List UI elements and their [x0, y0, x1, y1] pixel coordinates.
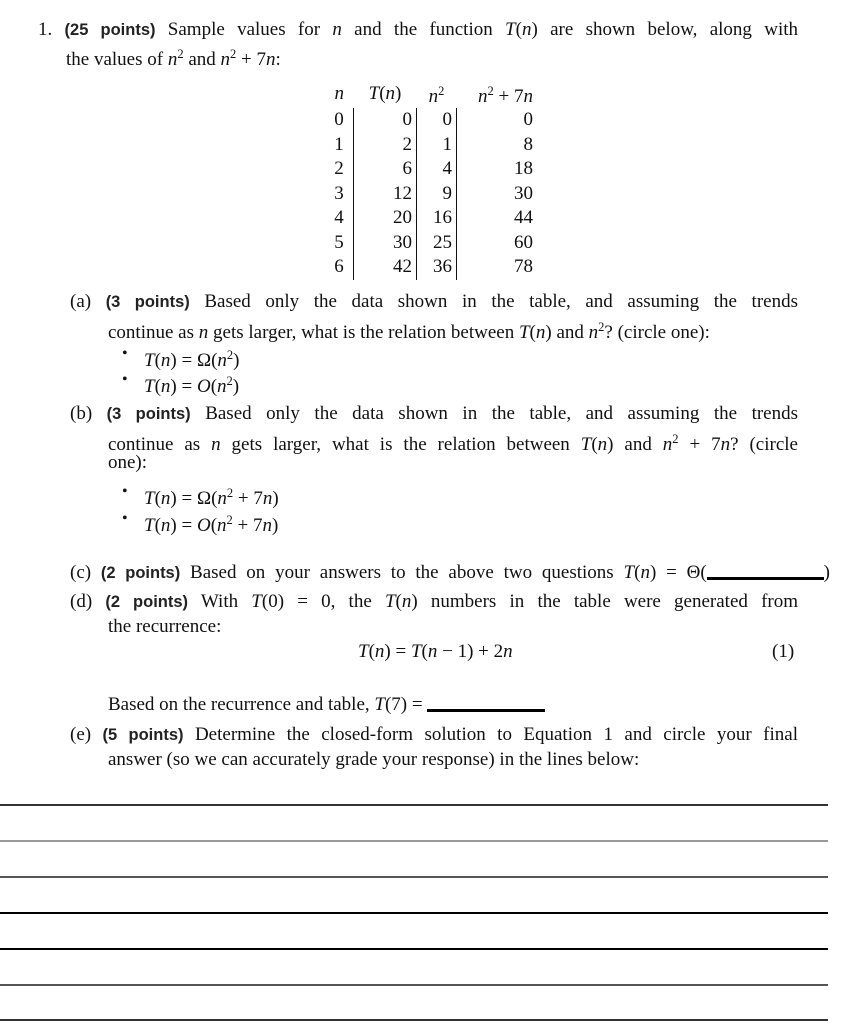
text-segment: 1. — [38, 19, 65, 40]
table-cell: 0 — [417, 108, 457, 133]
text-segment: n — [167, 49, 178, 70]
text-segment: (2 points) — [105, 593, 189, 611]
answer-line[interactable] — [0, 912, 828, 914]
text-segment: ( — [210, 515, 218, 536]
text-segment: ) and — [607, 434, 663, 455]
table-cell: 0 — [523, 109, 533, 131]
text-segment: T — [368, 83, 380, 104]
text-segment: (2 points) — [100, 564, 181, 582]
answer-blank[interactable] — [707, 577, 824, 580]
table-cell: 78 — [514, 256, 533, 278]
part-b-line-2 — [108, 427, 798, 457]
text-segment: (a) — [70, 291, 106, 312]
part-e-line-2 — [108, 748, 639, 772]
part-b-option-big-o — [144, 508, 278, 538]
text-segment: (3 points) — [105, 293, 190, 311]
text-segment: n — [265, 49, 276, 70]
text-segment: ) = — [384, 641, 411, 662]
text-segment: ( — [395, 591, 402, 612]
part-a-line-2 — [108, 315, 710, 345]
table-cell: 6 — [354, 157, 417, 182]
text-segment: ) numbers in the table were generated from — [411, 591, 799, 612]
text-segment: n — [160, 515, 171, 536]
bullet: • — [122, 510, 128, 527]
text-segment: n — [385, 83, 396, 104]
bullet: • — [122, 345, 128, 362]
text-segment: n — [262, 488, 273, 509]
text-segment: n — [198, 322, 209, 343]
text-segment: n — [427, 641, 438, 662]
text-segment: n — [478, 86, 488, 107]
text-segment: + 7 — [236, 49, 266, 70]
header-tn — [354, 80, 417, 108]
text-segment: n — [597, 434, 608, 455]
table-row — [325, 206, 537, 231]
text-segment: n — [521, 19, 532, 40]
text-segment: T — [144, 515, 155, 536]
text-segment: (0) = 0, the — [261, 591, 385, 612]
text-segment: With — [188, 591, 252, 612]
text-segment: 2 — [226, 374, 233, 388]
answer-line[interactable] — [0, 1019, 828, 1021]
text-segment: n — [374, 641, 385, 662]
text-segment: 2 — [487, 84, 494, 98]
bullet: • — [122, 371, 128, 388]
recurrence-equation — [358, 640, 513, 664]
text-segment: answer (so we can accurately grade your response) in the lines below: — [108, 749, 640, 770]
text-segment: Determine the closed-form solution to Equation 1 and circle your final — [183, 724, 798, 745]
text-segment: ( — [154, 515, 161, 536]
text-segment: ( — [379, 83, 386, 104]
text-segment: + 7 — [678, 434, 721, 455]
text-segment: 2 — [177, 47, 184, 61]
part-d-line-2 — [108, 615, 221, 639]
part-c-line — [70, 561, 830, 585]
text-segment: T — [410, 641, 422, 662]
text-segment: ) — [271, 515, 279, 536]
text-segment: (1) — [772, 641, 795, 662]
text-segment: 2 — [598, 320, 605, 334]
table-cell: 30 — [514, 182, 533, 204]
text-segment: T — [623, 562, 635, 583]
text-segment: ) = Θ( — [649, 562, 707, 583]
text-segment: ? (circle one): — [604, 322, 710, 343]
text-segment: n — [523, 86, 533, 107]
text-segment: T — [518, 322, 530, 343]
text-segment: n — [262, 515, 272, 536]
part-a-line-1 — [70, 290, 798, 314]
answer-line[interactable] — [0, 876, 828, 878]
table-cell: 12 — [354, 182, 417, 207]
text-segment: 2 — [226, 513, 233, 527]
text-segment: ) = Ω( — [170, 350, 218, 371]
text-segment: n — [217, 350, 227, 371]
text-segment: ) — [233, 350, 240, 371]
part-d-line-1 — [70, 590, 798, 614]
question-intro-line-1 — [38, 18, 798, 42]
text-segment: (d) — [70, 591, 106, 612]
part-e-line-1 — [70, 723, 798, 747]
table-row — [325, 255, 537, 280]
text-segment: 2 — [230, 47, 237, 61]
text-segment: (b) — [70, 403, 107, 424]
table-row — [325, 182, 537, 207]
table-cell: 18 — [514, 158, 533, 180]
text-segment: n — [334, 83, 344, 104]
table-cell: 8 — [523, 133, 533, 155]
text-segment: ( — [154, 488, 161, 509]
table-cell: 42 — [354, 255, 417, 280]
text-segment: (25 points) — [64, 21, 156, 39]
part-b-option-omega — [144, 481, 279, 511]
table-cell: 20 — [354, 206, 417, 231]
text-segment: n — [662, 434, 673, 455]
part-b-line-3 — [108, 451, 147, 475]
table-cell: 2 — [354, 133, 417, 158]
text-segment: : — [275, 49, 281, 70]
text-segment: n — [535, 322, 546, 343]
text-segment: Based on the recurrence and table, — [108, 694, 375, 715]
text-segment: ) — [823, 562, 830, 583]
text-segment: the values of — [66, 49, 168, 70]
text-segment: ( — [591, 434, 598, 455]
text-segment: n — [503, 641, 513, 662]
answer-line[interactable] — [0, 840, 828, 842]
text-segment: 2 — [226, 348, 234, 362]
text-segment: 2 — [438, 84, 445, 98]
answer-line[interactable] — [0, 804, 828, 806]
text-segment: ) and — [545, 322, 589, 343]
text-segment: ) = — [170, 376, 197, 397]
part-b-line-1 — [70, 402, 798, 426]
text-segment: n — [401, 591, 412, 612]
text-segment: n — [211, 434, 221, 455]
text-segment: (5 points) — [102, 726, 184, 744]
table-row — [325, 133, 537, 158]
text-segment: Sample values for — [155, 19, 333, 40]
text-segment: continue as — [108, 322, 199, 343]
text-segment: n — [217, 376, 227, 397]
table-cell: 30 — [354, 231, 417, 256]
text-segment: ( — [634, 562, 641, 583]
text-segment: n — [160, 376, 171, 397]
text-segment: T — [144, 350, 155, 371]
text-segment: T — [251, 591, 262, 612]
text-segment: ) — [232, 376, 240, 397]
table-cell: 6 — [325, 255, 354, 280]
table-cell: 0 — [354, 108, 417, 133]
text-segment: T — [144, 376, 155, 397]
table-cell: 2 — [325, 157, 354, 182]
text-segment: and the function — [341, 19, 506, 40]
text-segment: − 1) + 2 — [437, 641, 504, 662]
text-segment: T — [580, 434, 592, 455]
table-row — [325, 157, 537, 182]
answer-blank[interactable] — [427, 709, 545, 712]
part-d-answer-line — [108, 693, 545, 717]
text-segment: n — [217, 515, 227, 536]
text-segment: + 7 — [232, 515, 263, 536]
text-segment: (e) — [70, 724, 103, 745]
question-intro-line-2 — [66, 42, 281, 72]
text-segment: n — [428, 86, 439, 107]
text-segment: (3 points) — [106, 405, 191, 423]
table-header-row — [325, 80, 537, 108]
text-segment: ) — [395, 83, 402, 104]
header-n — [325, 80, 354, 108]
text-segment: ( — [421, 641, 428, 662]
text-segment: n — [160, 350, 171, 371]
text-segment: ( — [515, 19, 522, 40]
text-segment: n — [720, 434, 731, 455]
text-segment: n — [640, 562, 650, 583]
text-segment: ( — [210, 376, 218, 397]
text-segment: ( — [154, 350, 161, 371]
text-segment: ( — [368, 641, 375, 662]
text-segment: and — [183, 49, 221, 70]
text-segment: + 7 — [493, 86, 524, 107]
text-segment: + 7 — [233, 488, 263, 509]
text-segment: n — [160, 488, 171, 509]
table-cell: 9 — [417, 182, 457, 207]
table-cell: 1 — [325, 133, 354, 158]
text-segment: n — [332, 19, 342, 40]
header-n-squared-plus-7n — [457, 80, 538, 108]
table-cell: 4 — [325, 206, 354, 231]
text-segment: n — [217, 488, 227, 509]
text-segment: 2 — [226, 486, 234, 500]
table-cell: 5 — [325, 231, 354, 256]
table-cell: 1 — [417, 133, 457, 158]
part-a-option-big-o — [144, 369, 239, 399]
table-cell: 3 — [325, 182, 354, 207]
text-segment: gets larger, what is the relation between — [220, 434, 581, 455]
text-segment: T — [358, 641, 369, 662]
text-segment: the recurrence: — [108, 616, 222, 637]
text-segment: Based on your answers to the above two questions — [180, 562, 624, 583]
table-cell: 0 — [325, 108, 354, 133]
header-n-squared — [417, 80, 457, 108]
text-segment: T — [384, 591, 396, 612]
text-segment: (7) = — [384, 694, 423, 715]
table-cell: 16 — [417, 206, 457, 231]
text-segment: ( — [529, 322, 536, 343]
text-segment: continue as — [108, 434, 212, 455]
text-segment: T — [505, 19, 516, 40]
table-cell: 60 — [514, 231, 533, 253]
text-segment: gets larger, what is the relation between — [208, 322, 519, 343]
text-segment: O — [196, 376, 211, 397]
answer-line[interactable] — [0, 948, 828, 950]
table-row — [325, 108, 537, 133]
text-segment: one): — [108, 452, 148, 473]
text-segment: ( — [154, 376, 161, 397]
text-segment: Based only the data shown in the table, and assuming the trends — [190, 403, 799, 424]
text-segment: ) = Ω( — [170, 488, 218, 509]
answer-line[interactable] — [0, 984, 828, 986]
text-segment: ) = — [170, 515, 197, 536]
values-table — [325, 80, 537, 280]
table-cell: 4 — [417, 157, 457, 182]
table-row — [325, 231, 537, 256]
bullet: • — [122, 483, 128, 500]
table-cell: 25 — [417, 231, 457, 256]
text-segment: (c) — [70, 562, 101, 583]
text-segment: O — [196, 515, 211, 536]
text-segment: 2 — [672, 432, 679, 446]
table-cell: 36 — [417, 255, 457, 280]
text-segment: T — [374, 694, 385, 715]
equation-number — [772, 640, 794, 664]
text-segment: ) — [272, 488, 279, 509]
text-segment: T — [144, 488, 155, 509]
table-cell: 44 — [514, 207, 533, 229]
text-segment: Based only the data shown in the table, and assuming the trends — [189, 291, 798, 312]
text-segment: ? (circle — [730, 434, 798, 455]
text-segment: n — [588, 322, 599, 343]
text-segment: n — [220, 49, 231, 70]
text-segment: ) are shown below, along with — [531, 19, 799, 40]
